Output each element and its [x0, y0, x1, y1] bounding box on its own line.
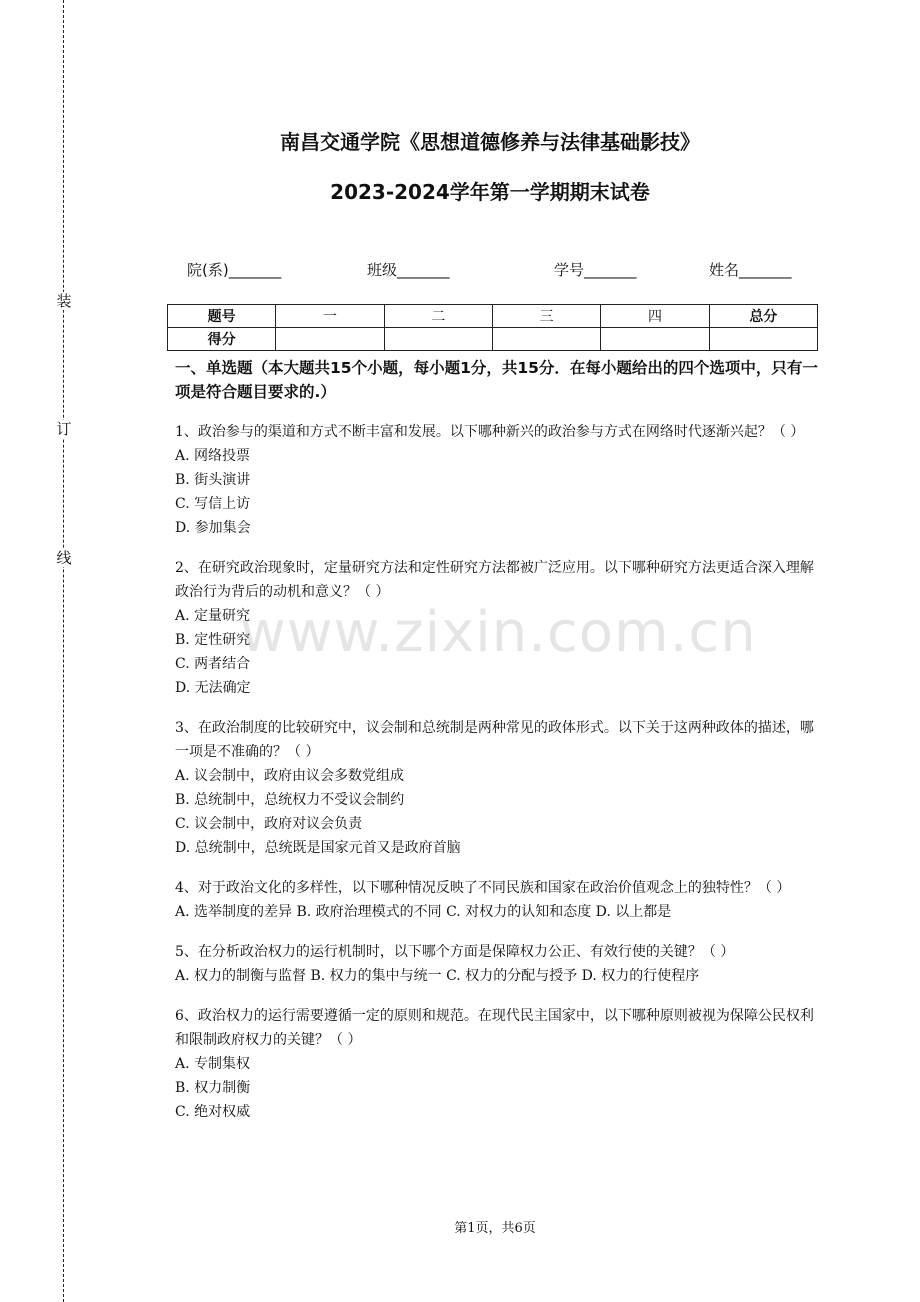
question-stem: 3、在政治制度的比较研究中，议会制和总统制是两种常见的政体形式。以下关于这两种政体的描述，哪一项是不准确的？（ ）: [175, 720, 814, 760]
question-5: [175, 940, 820, 988]
question-2: [175, 556, 820, 700]
score-table: [167, 304, 818, 351]
score-table-cell: 得分: [168, 328, 276, 351]
question-stem: 6、政治权力的运行需要遵循一定的原则和规范。在现代民主国家中，以下哪种原则被视为保障公民权利和限制政府权力的关键？（ ）: [175, 1008, 814, 1048]
question-4: [175, 876, 820, 924]
score-input-cell[interactable]: [709, 328, 817, 351]
option-b: B. 权力制衡: [175, 1080, 251, 1096]
exam-content: [175, 356, 820, 1124]
option-d: D. 无法确定: [175, 680, 251, 696]
student-id-field[interactable]: 学号_______: [554, 261, 637, 279]
score-input-cell[interactable]: [492, 328, 600, 351]
score-table-cell: 一: [276, 305, 384, 328]
score-table-header-row: [168, 305, 818, 328]
score-table-cell: 题号: [168, 305, 276, 328]
score-table-score-row: [168, 328, 818, 351]
option-d: D. 参加集会: [175, 520, 251, 536]
option-c: C. 写信上访: [175, 496, 251, 512]
option-c: C. 绝对权威: [175, 1104, 251, 1120]
question-stem: 2、在研究政治现象时，定量研究方法和定性研究方法都被广泛应用。以下哪种研究方法更适合深入理解政治行为背后的动机和意义？（ ）: [175, 560, 814, 600]
option-d: D. 总统制中，总统既是国家元首又是政府首脑: [175, 840, 461, 856]
question-stem: 1、政治参与的渠道和方式不断丰富和发展。以下哪种新兴的政治参与方式在网络时代逐渐兴起？（ ）: [175, 424, 805, 440]
option-c: C. 议会制中，政府对议会负责: [175, 816, 363, 832]
question-3: [175, 716, 820, 860]
score-table-cell: 三: [492, 305, 600, 328]
exam-title-line2: 2023-2024学年第一学期期末试卷: [330, 180, 650, 204]
binding-char-zhuang: 装: [56, 292, 72, 310]
question-1: [175, 420, 820, 540]
score-table-cell: 总分: [709, 305, 817, 328]
score-input-cell[interactable]: [384, 328, 492, 351]
student-info-row: [0, 259, 920, 279]
score-table-cell: 四: [601, 305, 709, 328]
score-table-cell: 二: [384, 305, 492, 328]
watermark: www.zixin.com.cn: [240, 600, 757, 665]
option-b: B. 定性研究: [175, 632, 251, 648]
name-field[interactable]: 姓名_______: [709, 261, 792, 279]
options-inline: A. 选举制度的差异 B. 政府治理模式的不同 C. 对权力的认知和态度 D. 以上都是: [175, 904, 672, 920]
binding-char-ding: 订: [56, 420, 72, 438]
option-a: A. 网络投票: [175, 448, 251, 464]
question-stem: 5、在分析政治权力的运行机制时，以下哪个方面是保障权力公正、有效行使的关键？（ ）: [175, 944, 735, 960]
option-b: B. 街头演讲: [175, 472, 251, 488]
option-c: C. 两者结合: [175, 656, 251, 672]
question-6: [175, 1004, 820, 1124]
score-input-cell[interactable]: [601, 328, 709, 351]
exam-title-line1: 南昌交通学院《思想道德修养与法律基础影技》: [280, 130, 700, 154]
department-field[interactable]: 院(系)_______: [187, 261, 282, 279]
section-heading: 一、单选题（本大题共15个小题，每小题1分，共15分．在每小题给出的四个选项中，只有一项是符合题目要求的.）: [175, 359, 818, 401]
option-b: B. 总统制中，总统权力不受议会制约: [175, 792, 405, 808]
question-stem: 4、对于政治文化的多样性，以下哪种情况反映了不同民族和国家在政治价值观念上的独特性？（ ）: [175, 880, 791, 896]
class-field[interactable]: 班级_______: [367, 261, 450, 279]
option-a: A. 专制集权: [175, 1056, 251, 1072]
option-a: A. 议会制中，政府由议会多数党组成: [175, 768, 405, 784]
score-input-cell[interactable]: [276, 328, 384, 351]
options-inline: A. 权力的制衡与监督 B. 权力的集中与统一 C. 权力的分配与授予 D. 权力的行使程序: [175, 968, 700, 984]
page-number: 第1页，共6页: [454, 1221, 536, 1236]
binding-char-xian: 线: [56, 549, 72, 567]
option-a: A. 定量研究: [175, 608, 251, 624]
